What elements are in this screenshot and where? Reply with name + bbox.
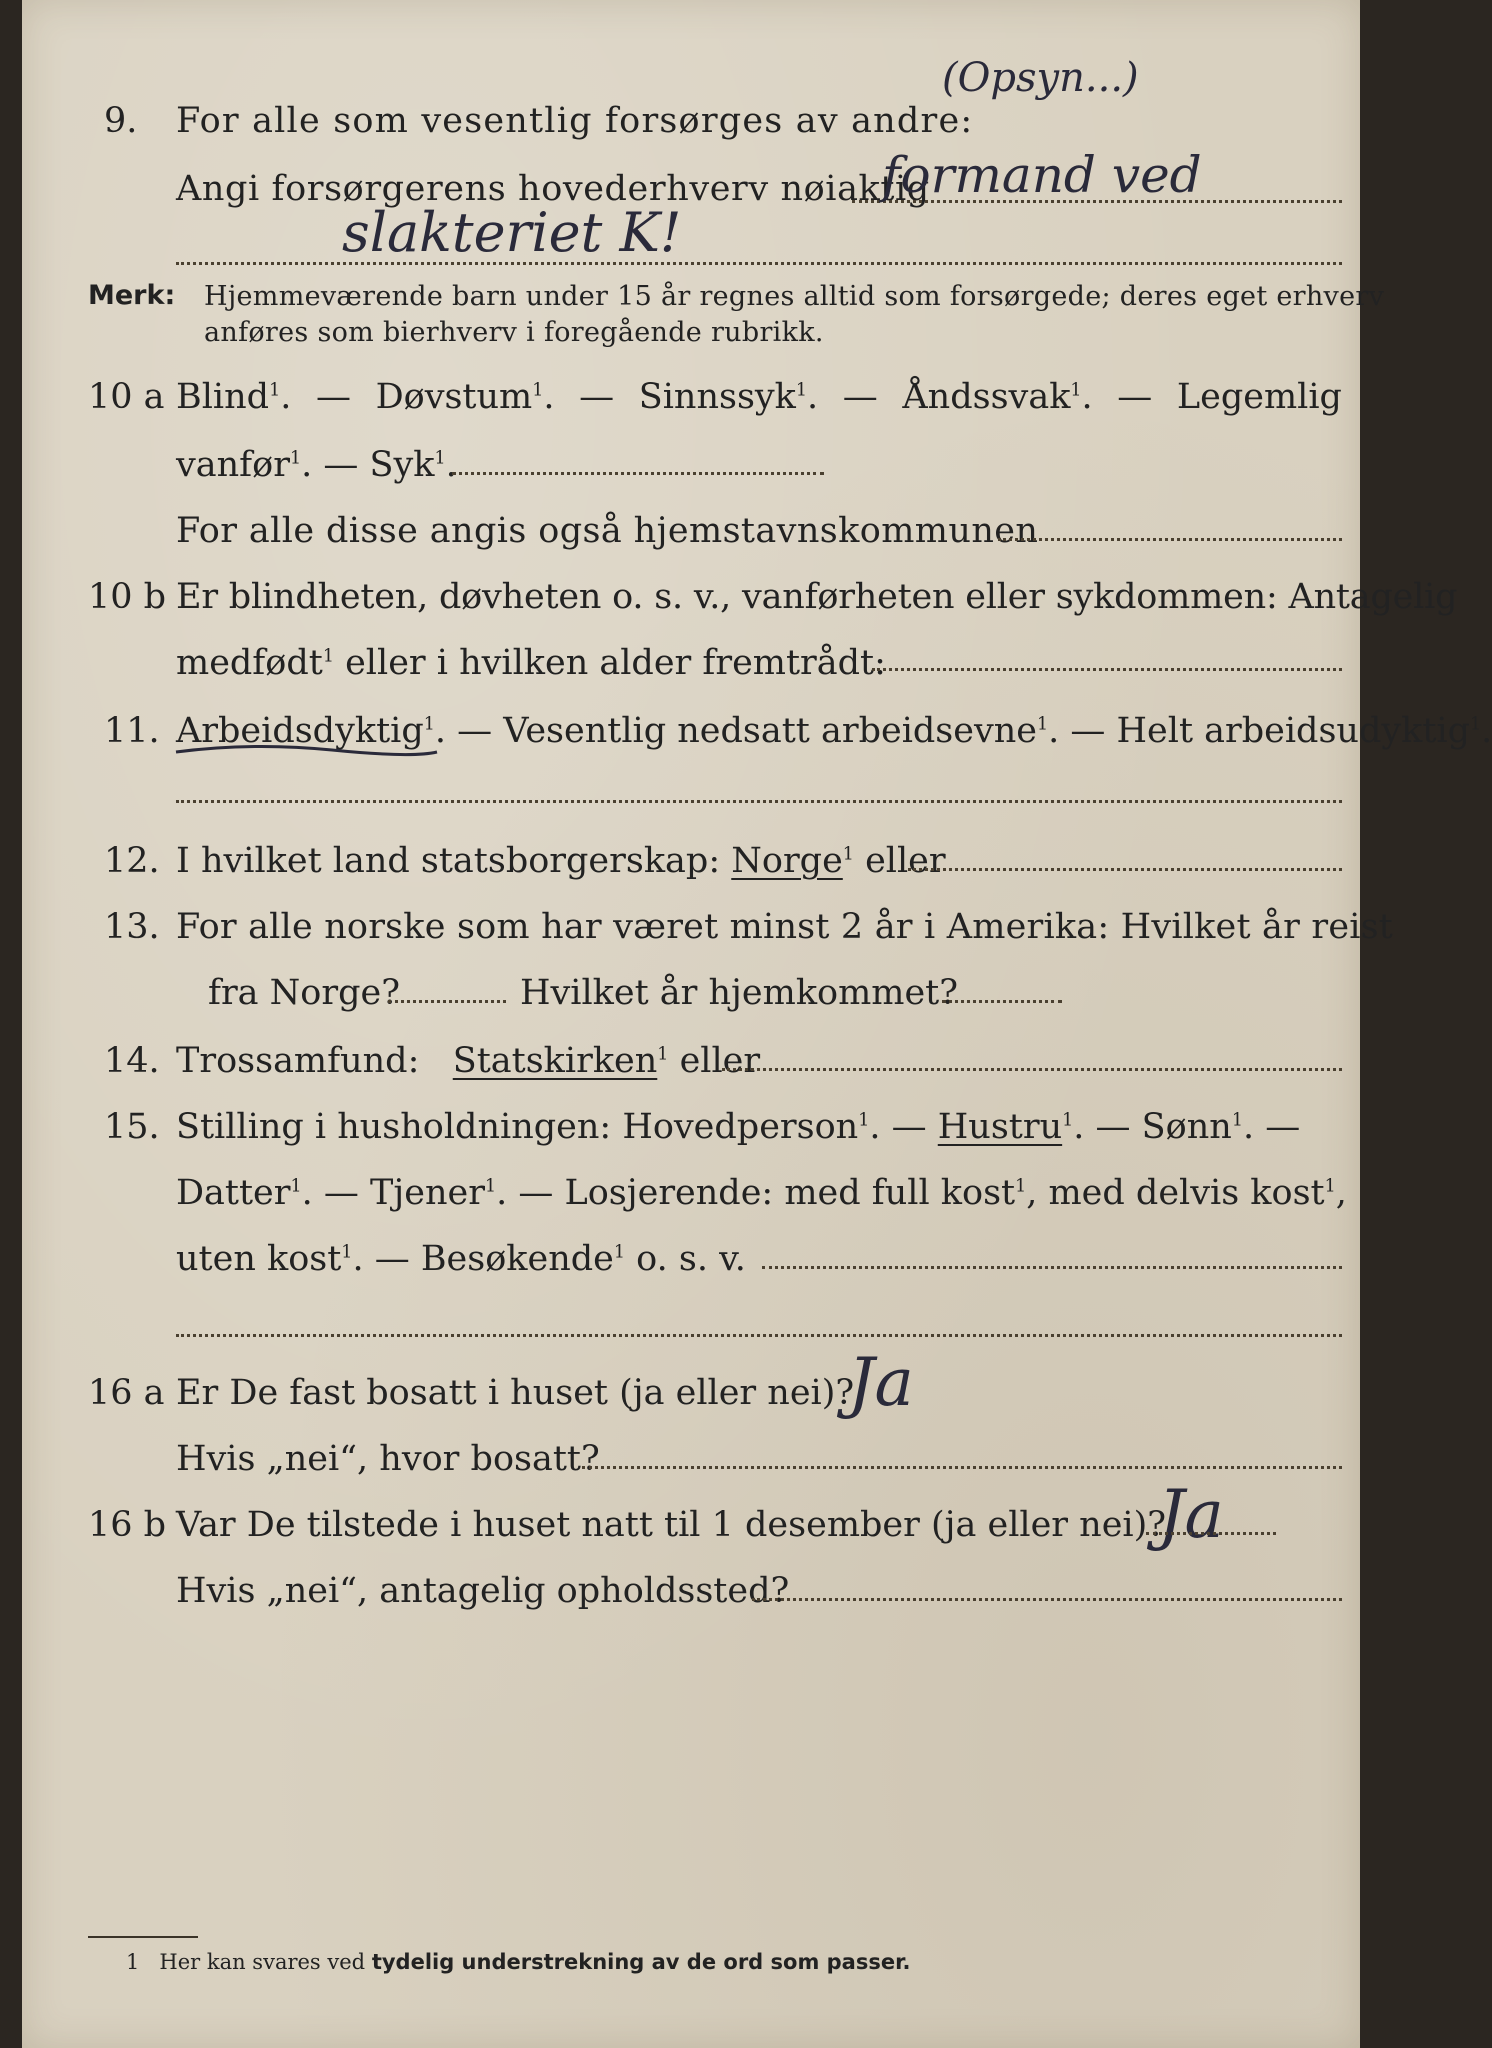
q11-answer-line [176, 800, 1342, 803]
syk-option: Syk [369, 445, 435, 485]
vanfor-option: vanfør [176, 445, 290, 485]
q15-line3: uten kost$^1$. — Besøkende$^1$ o. s. v. [176, 1239, 746, 1279]
handwritten-top-note: (Opsyn...) [942, 55, 1139, 101]
tjener-option: Tjener [370, 1173, 485, 1213]
q10a-line2: vanfør$^1$. — Syk$^1$. [176, 445, 457, 485]
q16a-number: 16 a [88, 1373, 165, 1413]
q13-line2a: fra Norge? [208, 973, 400, 1013]
handwritten-q9-answer1: formand ved [882, 146, 1202, 204]
footnote-rule [88, 1936, 198, 1938]
merk-line1: Hjemmeværende barn under 15 år regnes alltid som forsørgede; deres eget erhverv [204, 281, 1385, 312]
handwritten-q9-answer2: slakteriet K! [342, 201, 682, 264]
q10a-answer-line2 [998, 538, 1342, 541]
q16b-line1: Var De tilstede i huset natt til 1 desember (ja eller nei)? [176, 1505, 1167, 1545]
dovstum-option: Døvstum [375, 377, 533, 417]
q16b-answer-line1 [1146, 1532, 1276, 1535]
q16a-answer-line [582, 1466, 1342, 1469]
norge-option: Norge [731, 841, 843, 881]
sonn-option: Sønn [1141, 1107, 1232, 1147]
q11-handwritten-underline [172, 740, 442, 764]
udyktig-option: Helt arbeidsudyktig [1116, 711, 1471, 751]
q13-answer-year-left [388, 1000, 506, 1003]
andssvak-option: Åndssvak [902, 377, 1071, 417]
handwritten-q16a-answer: Ja [848, 1344, 914, 1421]
datter-option: Datter [176, 1173, 291, 1213]
q15-answer-line2 [176, 1334, 1342, 1337]
q9-number: 9. [104, 101, 138, 141]
blind-option: Blind [176, 377, 270, 417]
nedsatt-option: Vesentlig nedsatt arbeidsevne [503, 711, 1037, 751]
hustru-option: Hustru [937, 1107, 1063, 1147]
footnote-bold: tydelig understrekning av de ord som passer. [371, 1950, 911, 1974]
q13-number: 13. [104, 907, 160, 947]
q12-answer-line [908, 868, 1342, 871]
q14-number: 14. [104, 1041, 160, 1081]
q16b-answer-line2 [752, 1598, 1342, 1601]
medfodt-option: medfødt [176, 643, 323, 683]
q10b-line2: medfødt$^1$ eller i hvilken alder fremtrådt: [176, 643, 886, 683]
arbeidsdyktig-option: Arbeidsdyktig [176, 711, 424, 751]
footnote-mark: 1 [126, 1950, 140, 1974]
handwritten-q16b-answer: Ja [1158, 1476, 1224, 1553]
q11-number: 11. [104, 711, 160, 751]
besokende-option: Besøkende [420, 1239, 614, 1279]
q14-line: Trossamfund: Statskirken$^1$ eller [176, 1041, 761, 1081]
q15-line1: Stilling i husholdningen: Hovedperson$^1$. — Hustru$^1$. — Sønn$^1$. — [176, 1107, 1301, 1147]
q11-line: Arbeidsdyktig$^1$. — Vesentlig nedsatt arbeidsevne$^1$. — Helt arbeidsudyktig$^1$. [176, 711, 1492, 751]
q15-number: 15. [104, 1107, 160, 1147]
q10a-number: 10 a [88, 377, 165, 417]
q9-line2: Angi forsørgerens hovederhverv nøiaktig [176, 169, 930, 209]
q15-answer-line1 [762, 1266, 1342, 1269]
q16a-line1: Er De fast bosatt i huset (ja eller nei)? [176, 1373, 855, 1413]
merk-line2: anføres som bierhverv i foregående rubrikk. [204, 317, 824, 348]
legemlig-option: Legemlig [1176, 377, 1342, 417]
uten-kost-option: uten kost [176, 1239, 342, 1279]
q10a-line1: Blind$^1$. — Døvstum$^1$. — Sinnssyk$^1$. — Åndssvak$^1$. — Legemlig [176, 377, 1342, 417]
q14-answer-line [722, 1068, 1342, 1071]
q16a-line2: Hvis „nei“, hvor bosatt? [176, 1439, 600, 1479]
q13-line2b: Hvilket år hjemkommet? [520, 973, 959, 1013]
q10b-answer-line [872, 668, 1342, 671]
footnote: 1 Her kan svares ved tydelig understrekning av de ord som passer. [126, 1950, 911, 1974]
q15-line2: Datter$^1$. — Tjener$^1$. — Losjerende: med full kost$^1$, med delvis kost$^1$, [176, 1173, 1347, 1213]
q10a-line3: For alle disse angis også hjemstavnskommunen [176, 511, 1039, 551]
merk-label: Merk: [88, 280, 176, 311]
q10b-line1: Er blindheten, døvheten o. s. v., vanførheten eller sykdommen: Antagelig [176, 577, 1458, 617]
q12-line: I hvilket land statsborgerskap: Norge$^1$ eller [176, 841, 946, 881]
q10b-number: 10 b [88, 577, 167, 617]
q16b-number: 16 b [88, 1505, 167, 1545]
q10a-answer-line1 [452, 472, 824, 475]
q13-answer-year-return [942, 1000, 1062, 1003]
sinnssyk-option: Sinnssyk [638, 377, 796, 417]
q16b-line2: Hvis „nei“, antagelig opholdssted? [176, 1571, 790, 1611]
census-form-page [22, 0, 1492, 2048]
q13-line1: For alle norske som har været minst 2 år i Amerika: Hvilket år reist [176, 907, 1394, 947]
q9-line1: For alle som vesentlig forsørges av andre: [176, 101, 974, 141]
statskirken-option: Statskirken [452, 1041, 658, 1081]
q12-number: 12. [104, 841, 160, 881]
